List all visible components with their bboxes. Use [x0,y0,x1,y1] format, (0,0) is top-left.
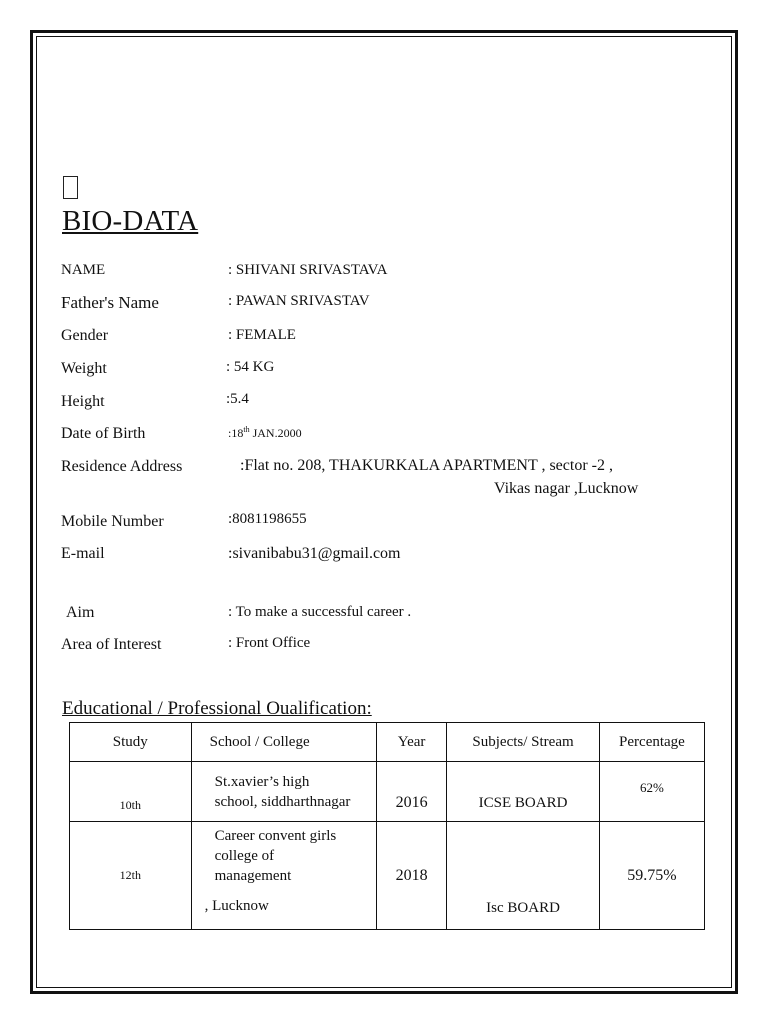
education-heading: Educational / Professional Oualification: [62,698,372,719]
col-year: Year [376,723,446,762]
school-line: college of [214,848,275,864]
value-name: : SHIVANI SRIVASTAVA [228,262,388,278]
value-area-of-interest: : Front Office [228,635,311,651]
cell-study: 10th [70,762,192,822]
value-height: :5.4 [226,391,249,407]
col-study: Study [70,723,192,762]
value-aim: : To make a successful career . [228,604,412,620]
school-line: management [214,868,292,884]
value-address-line1: :Flat no. 208, THAKURKALA APARTMENT , sector -2 , [240,457,613,474]
value-dob-suffix: th [243,425,250,434]
value-dob-day: :18 [228,426,244,440]
cell-year: 2016 [376,762,446,822]
value-weight: : 54 KG [226,359,275,375]
table-row [70,762,705,822]
table-header-row [70,723,705,762]
col-school: School / College [191,723,376,762]
label-weight: Weight [61,360,107,377]
school-text [193,826,375,886]
value-mobile: :8081198655 [228,511,307,527]
col-percentage: Percentage [599,723,704,762]
cell-year: 2018 [376,822,446,930]
value-dob-rest: JAN.2000 [249,426,302,440]
document-title: BIO-DATA [62,205,199,237]
value-address-line2: Vikas nagar ,Lucknow [494,480,639,497]
cell-school [191,822,376,930]
value-gender: : FEMALE [228,327,296,343]
label-area-of-interest: Area of Interest [61,636,162,653]
missing-glyph-box [63,176,78,199]
col-stream: Subjects/ Stream [447,723,600,762]
label-name: NAME [61,262,106,278]
table-row [70,822,705,930]
cell-stream: ICSE BOARD [447,762,600,822]
label-mobile: Mobile Number [61,513,164,530]
cell-stream: Isc BOARD [447,822,600,930]
label-aim: Aim [66,604,95,621]
value-fathers-name: : PAWAN SRIVASTAV [228,293,370,309]
school-line: St.xavier’s high [214,773,310,790]
school-line: Career convent girls [214,828,337,844]
cell-percentage: 62% [599,762,704,822]
education-table [69,722,705,930]
label-height: Height [61,393,105,410]
label-gender: Gender [61,327,109,344]
value-dob [228,425,302,441]
cell-percentage: 59.75% [599,822,704,930]
cell-study: 12th [70,822,192,930]
school-line: school, siddharthnagar [214,793,351,810]
label-address: Residence Address [61,458,183,475]
label-fathers-name: Father's Name [61,293,159,312]
label-email: E-mail [61,545,105,562]
school-extra: , Lucknow [204,898,269,914]
cell-school [191,762,376,822]
school-text [193,772,375,812]
label-dob: Date of Birth [61,425,146,442]
value-email: :sivanibabu31@gmail.com [228,545,401,562]
